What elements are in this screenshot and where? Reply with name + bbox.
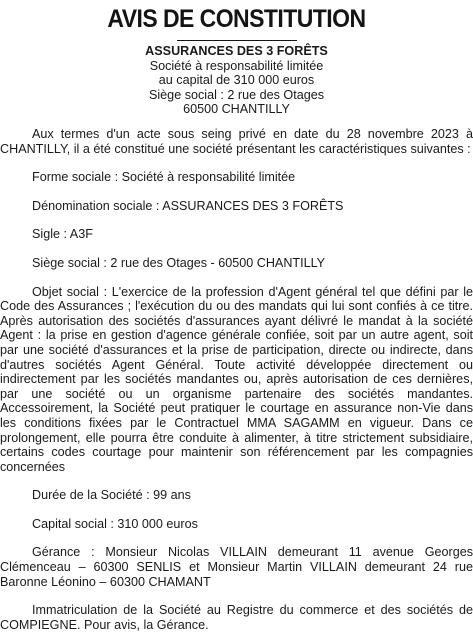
company-seat: Siège social : 2 rue des Otages: [148, 87, 324, 102]
siege-line: Siège social : 2 rue des Otages - 60500 CHANTILLY: [32, 255, 326, 270]
company-header: [0, 44, 473, 117]
company-legal-form: Société à responsabilité limitée: [149, 58, 324, 73]
company-name: ASSURANCES DES 3 FORÊTS: [145, 44, 328, 58]
duree-line: Durée de la Société : 99 ans: [32, 488, 191, 503]
immatriculation-paragraph: Immatriculation de la Société au Registre du commerce et des sociétés de COMPIEGNE. Pour avis, la Gérance.: [0, 603, 473, 632]
intro-paragraph: Aux termes d'un acte sous seing privé en date du 28 novembre 2023 à CHANTILLY, il a été constitué une société présentant les caractéristiques suivantes :: [0, 127, 473, 156]
capital-line: Capital social : 310 000 euros: [32, 516, 198, 531]
forme-sociale-line: Forme sociale : Société à responsabilité limitée: [32, 170, 296, 185]
company-capital: au capital de 310 000 euros: [158, 73, 315, 88]
notice-body: [0, 127, 473, 632]
sigle-line: Sigle : A3F: [32, 227, 93, 242]
gerance-paragraph: Gérance : Monsieur Nicolas VILLAIN demeurant 11 avenue Georges Clémenceau – 60300 SENLIS et Monsieur Martin VILLAIN demeurant 24 rue Baronne Léonino – 60300 CHAMANT: [0, 545, 473, 589]
title-underline: [177, 40, 297, 41]
objet-social-paragraph: Objet social : L'exercice de la profession d'Agent général tel que défini par le Code des Assurances ; l'exécution du ou des mandats qui lui sont confiés à ce titre. Après autorisation des sociétés d'assurances ayant délivré le mandat à la société Agent : la prise en gestion d'agence générale confiée, soit par un autre agent, soit par une société d'assurances et la prise de participation, directe ou indirecte, dans d'autres sociétés Agent Général. Toute activité développée directement ou indirectement par les sociétés mandantes ou, après autorisation de ces dernières, par une société ou un organisme partenaire des sociétés mandantes. Accessoirement, la Société peut pratiquer le courtage en assurance non-Vie dans les conditions fixées par le Contractuel MMA SAGAMM en vigueur. Dans ce prolongement, elle pourra être conduite à alimenter, à titre strictement subsidiaire, certains codes courtage pour maintenir son référencement par les compagnies concernées: [0, 284, 473, 474]
company-city: 60500 CHANTILLY: [183, 102, 290, 117]
denomination-line: Dénomination sociale : ASSURANCES DES 3 FORÊTS: [32, 198, 344, 213]
notice-title: AVIS DE CONSTITUTION: [107, 5, 366, 33]
